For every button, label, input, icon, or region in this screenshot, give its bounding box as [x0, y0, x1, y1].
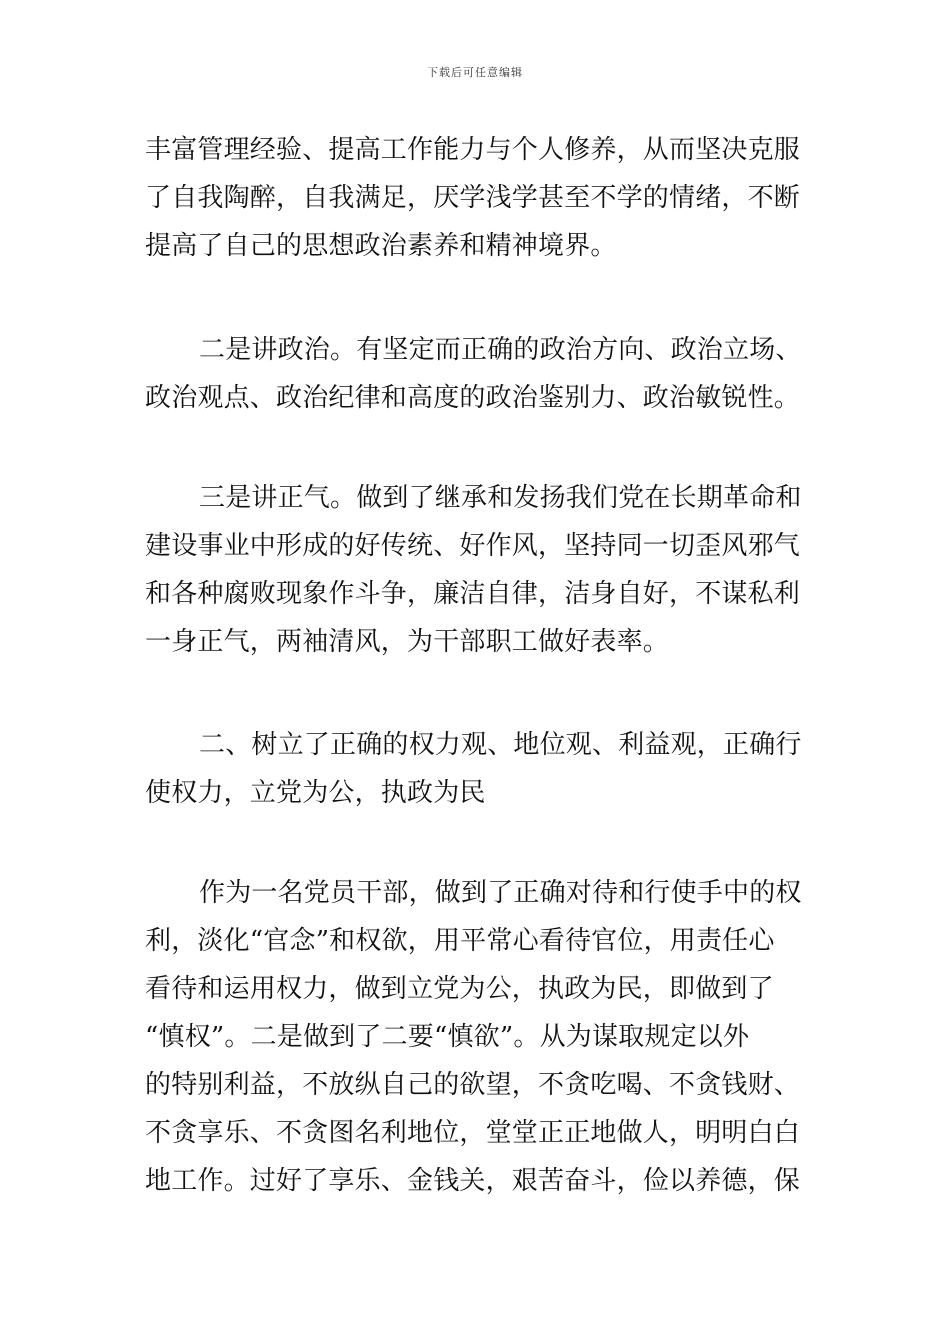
paragraph-line: 不贪享乐、不贪图名利地位，堂堂正正地做人，明明白白 — [145, 1118, 801, 1148]
paragraph-line: 三是讲正气。做到了继承和发扬我们党在长期革命和 — [199, 483, 802, 513]
paragraph-5 — [145, 869, 802, 1205]
paragraph-line: 和各种腐败现象作斗争，廉洁自律，洁身自好，不谋私利 — [145, 579, 801, 609]
paragraph-line: 地工作。过好了享乐、金钱关，艰苦奋斗，俭以养德，保 — [145, 1166, 801, 1196]
paragraph-1 — [145, 126, 800, 270]
paragraph-line: 建设事业中形成的好传统、好作风，坚持同一切歪风邪气 — [145, 531, 801, 561]
paragraph-line: 看待和运用权力，做到立党为公，执政为民，即做到了 — [145, 974, 774, 1004]
page-header: 下载后可任意编辑 — [427, 66, 523, 79]
paragraph-line: 作为一名党员干部，做到了正确对待和行使手中的权 — [199, 878, 802, 908]
section-heading — [145, 721, 802, 817]
paragraph-line: 丰富管理经验、提高工作能力与个人修养，从而坚决克服 — [145, 135, 801, 165]
paragraph-line: 政治观点、政治纪律和高度的政治鉴别力、政治敏锐性。 — [145, 383, 801, 413]
paragraph-2 — [145, 326, 802, 422]
paragraph-line: 的特别利益，不放纵自己的欲望，不贪吃喝、不贪钱财、 — [145, 1070, 801, 1100]
paragraph-line: 利，淡化“官念”和权欲，用平常心看待官位，用责任心 — [145, 926, 775, 956]
paragraph-line: 使权力，立党为公，执政为民 — [145, 778, 486, 808]
paragraph-3 — [145, 474, 802, 666]
paragraph-line: 二、树立了正确的权力观、地位观、利益观，正确行 — [199, 730, 802, 760]
paragraph-line: 二是讲政治。有坚定而正确的政治方向、政治立场、 — [199, 335, 802, 365]
paragraph-line: “慎权”。二是做到了二要“慎欲”。从为谋取规定以外 — [145, 1022, 750, 1052]
paragraph-line: 提高了自己的思想政治素养和精神境界。 — [145, 231, 617, 261]
paragraph-line: 了自我陶醉，自我满足，厌学浅学甚至不学的情绪，不断 — [145, 183, 801, 213]
paragraph-line: 一身正气，两袖清风，为干部职工做好表率。 — [145, 627, 670, 657]
